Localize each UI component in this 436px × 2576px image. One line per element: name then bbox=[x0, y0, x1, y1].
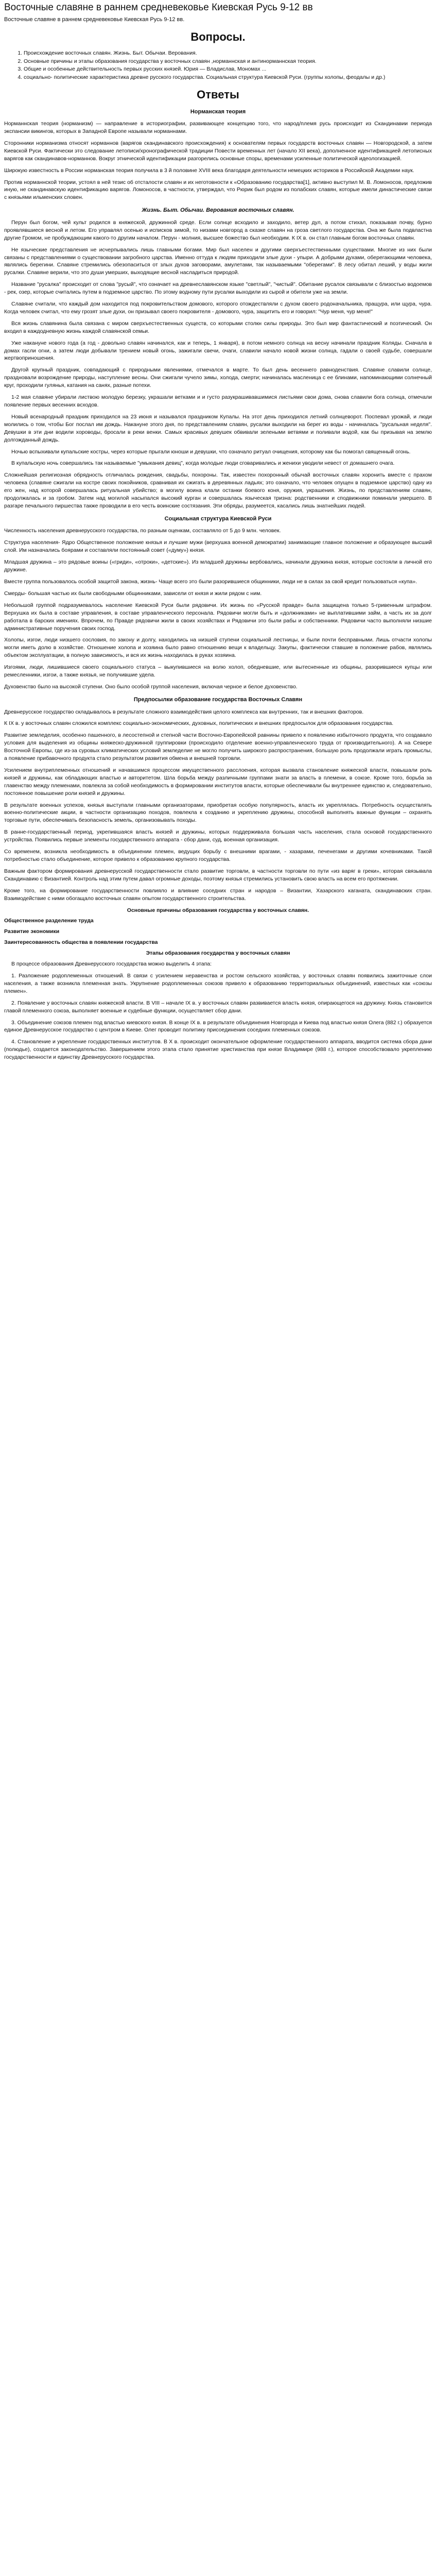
question-item: 1. Происхождение восточных славян. Жизнь. Быт. Обычаи. Верования. bbox=[24, 49, 432, 57]
paragraph: В результате военных успехов, князья выступали главными организаторами, приобретая особую популярность, власть их укреплялась. Потребность осуществлять военно-политические акции, в частности организацию походов, повлекла к созданию и укреплению дружины, способной выполнять важные функции – охранять торговые пути, обеспечивать безопасность земель, организовывать походы. bbox=[4, 802, 432, 824]
reason-line: Развитие экономики bbox=[4, 928, 60, 935]
paragraph: Новый всенародный праздник приходился на 23 июня и назывался праздником Купалы. На этот день приходился летний солнцеворот. Поспевал урожай, и люди молились о том, чтобы Бог послал им дождь. Накануне этого дня, по представлениям славян, русалки выходили на берег из воды - начиналась "русальная неделя". Девушки в эти дни водили хороводы, бросали в реки венки. Самых красивых девушек обвивали зелеными ветвями и поливали водой, как бы призывая на землю долгожданный дождь. bbox=[4, 413, 432, 443]
social-section bbox=[4, 515, 432, 691]
norman-section bbox=[4, 108, 432, 202]
paragraph: Важным фактором формирования древнерусской государственности стало развитие торговли, в частности торговли по пути «из варяг в греки», которая связывала Скандинавию с Византией. Контроль над этим путем давал огромные доходы, поэтому князья стремились установить свою власть на всем его протяжении. bbox=[4, 868, 432, 882]
paragraph: Перун был богом, чей культ родился в княжеской, дружинной среде. Если солнце всходило и заходило, ветер дул, а потом стихал, показывая почву, бурно проявлявшиеся весной и летом. Его управлял осенью и исписков зимой, то низами новгород а сказке славян на гроза светлого государства. Она же была подвластна другие Громом, не пробуждающим какого-то другим началом. Перун - молния, высшее божество был необходим. К IX в. он стал главным богом восточных славян. bbox=[4, 219, 432, 241]
reasons-section bbox=[4, 907, 432, 958]
paragraph: Широкую известность в России норманская теория получила в 3 й половине XVIII века благодаря деятельности немецких историков в Российской Академии наук. bbox=[4, 167, 414, 174]
paragraph: Смерды- большая частью их были свободными общинниками, зависели от князя и жили рядом с ним. bbox=[4, 590, 262, 597]
paragraph: Развитие земледелия, особенно пашенного, в лесостепной и степной части Восточно-Европейской равнины привело к появлению избыточного продукта, что создавало условия для выделения из общины княжеско-дружинной группировки (происходило отделение военно-управленческого труда от производительного). А на Севере Восточной Европы, где из-за суровых климатических условий земледелие не могло получить широкого распространения, большую роль продолжали играть промыслы, а появление прибавочного продукта стало результатом развития обмена и внешней торговли. bbox=[4, 732, 432, 762]
paragraph: Название "русалка" происходит от слова "русый", что означает на древнеславянском языке "светлый", "чистый". Обитание русалок связывали с близостью водоемов - рек, озер, которые считались путем в подземное царство. По этому водному пути русалки выходили из сырой и обители уже на земли. bbox=[4, 281, 432, 296]
paragraph: Младшая дружина – это рядовые воины («гриди», «отроки», «детские»). Из младшей дружины вербовались, начинали дружина князя, которые состояли в личной его дружине. bbox=[4, 559, 432, 573]
paragraph: Норманнская теория (норманизм) — направление в историографии, развивающее концепцию того, что народ/племя русь происходит из Скандинавии периода экспансии викингов, которых в Западной Европе называли норманнами. bbox=[4, 121, 432, 135]
reason-line: Общественное разделение труда bbox=[4, 918, 94, 924]
paragraph: 3. Объединение союзов племен под властью киевского князя. В конце IX в. в результате объединения Новгорода и Киева под властью князя Олега (882 г.) образуется единое Древнерусское государство с центром в Киеве. Олег проводит политику присоединения соседних племенных союзов. bbox=[4, 1019, 432, 1033]
question-item: 3. Общие и особенные действительность первых русских князей. Юрия — Владислав, Мономах ... bbox=[24, 65, 432, 73]
paragraph: Духовенство было на высокой ступени. Оно было особой группой населения, включая черное и белое духовенство. bbox=[4, 683, 298, 690]
questions-heading: Вопросы. bbox=[190, 30, 246, 44]
paragraph: Против норманнской теории, устоял в ней тезис об отсталости славян и их неготовности к «Образованию государства[1], активно выступил М. В. Ломоносов, предложив иную, не скандинавскую идентификацию варягов. Ломоносов, в частности, утверждал, что Рюрик был родом из полабских славян, которые имели династические связи с князьями ильменских словен. bbox=[4, 179, 432, 201]
stages-section bbox=[4, 960, 432, 1061]
paragraph: 2. Появление у восточных славян княжеской власти. В VIII – начале IX в. у восточных славян развивается власть князя, опирающегося на дружину. Князь становится главой племенного союза, выполняет военные и судебные функции, осуществляет сбор дани. bbox=[4, 999, 432, 1014]
paragraph: Изгоями, люди, лишившиеся своего социального статуса – выкупившиеся на волю холоп, обедневшие, или вытесненные из общины, разорившиеся купцы или ремесленники, изгои, а также князья, не получившие удела. bbox=[4, 664, 432, 679]
paragraph: В купальскую ночь совершались так называемые "умыкания девиц", когда молодые люди сговаривались и женихи уводили невест от домашнего очага. bbox=[11, 460, 395, 467]
social-heading: Социальная структура Киевской Руси bbox=[164, 515, 272, 522]
paragraph: Усилением внутриплеменных отношений и начавшимся процессом имущественного расслоения, которая вызвала становление княжеской власти, повышали роль князей и дружины, как обладающих властью и авторитетом. Шла борьба между различными группами знати за власть в племени, в союзе. Кроме того, борьба за главенство между племенами, повлекла за собой необходимость в формировании институтов власти, которые обеспечивали бы внутреннее единство и, следовательно, постоянное повышение роли князей и дружины. bbox=[4, 767, 432, 796]
paragraph: В ранне-государственный период, укрепившаяся власть князей и дружины, которых поддерживала большая часть населения, стала основой государственного устройства. Появились первые элементы государственного аппарата - сбор дани, суд, военная организация. bbox=[4, 829, 432, 843]
paragraph: Холопы, изгои, люди низшего сословия, по закону и долгу, находились на низшей ступени социальной лестницы, и были почти бесправными. Лишь отчасти холопы могли иметь долю в хозяйстве. Отношение холопа и хозяина было равно отношению вещи к владельцу. Закупы, фактически ставшие в положение рабов, являлись объектом эксплуатации, в полную зависимость, и вся их жизнь находилась в руках хозяина. bbox=[4, 637, 432, 659]
paragraph: Сторонники норманизма относят норманнов (варягов скандинавского происхождения) к основателям первых государств восточных славян — Новгородской, а затем Киевской Руси. Фактически это следование летописи/хронографической традиции Повести временных лет (начало XII века), дополненное идентификацией летописных варягов как скандинавов-норманнов. Вокруг этнической идентификации разгорелись основные споры, временами усиленные политической идеологизацией. bbox=[4, 140, 432, 162]
paragraph: 1. Разложение родоплеменных отношений. В связи с усилением неравенства и ростом сельского хозяйства, у восточных славян появились зажиточные слои населения, а также возникла племенная знать. Укрупнение родоплеменных союзов привело к образованию территориальных объединений, известных как «союзы племен». bbox=[4, 972, 432, 994]
paragraph: Кроме того, на формирование государственности повлияло и влияние соседних стран и народов – Византии, Хазарского каганата, скандинавских стран. Взаимодействие с ними обогащало восточных славян опытом государственного строительства. bbox=[4, 887, 432, 902]
answers-heading: Ответы bbox=[197, 88, 239, 101]
life-heading: Жизнь. Быт. Обычаи. Верования восточных славян. bbox=[142, 207, 294, 214]
reason-line: Заинтересованность общества в появлении государства bbox=[4, 939, 158, 946]
question-item: 2. Основные причины и этапы образования государства у восточных славян ,норманнская и антинорманнская теория. bbox=[24, 58, 432, 65]
paragraph: Древнерусское государство складывалось в результате сложного взаимодействия целого комплекса как внутренних, так и внешних факторов. bbox=[4, 708, 364, 715]
paragraph: Ночью вспыхивали купальские костры, через которые прыгали юноши и девушки, что означало ритуал очищения, которому как бы помогал священный огонь. bbox=[11, 448, 411, 455]
paragraph: Не языческие представления не исчерпывались лишь главными богами. Мир был населен и другими сверхъестественными существами. Многие из них были связаны с представлениями о существовании загробного царства. Именно оттуда к людям приходили злые духи - упыри. А добрыми духами, оберегающими человека, являлись берегини. Славяне стремились обезопаситься от злых духов заговорами, амулетами, так называемыми "оберегами". В лесу обитал леший, у воды жили русалки. Славяне верили, что это души умерших, выходящие весной насладиться природой. bbox=[4, 246, 432, 276]
doc-subtitle: Восточные славяне в раннем средневековье Киевская Русь 9-12 вв. bbox=[4, 16, 185, 23]
paragraph: К IX в. у восточных славян сложился комплекс социально-экономических, духовных, политических и внешних предпосылок для образования государства. bbox=[4, 720, 394, 727]
paragraph: Сложнейшая религиозная обрядность отличалась рождения, свадьбы, похороны. Так, известен похоронный обычай восточных славян хоронить вместе с прахом человека (славяне сжигали на костре своих покойников, сравнивая их сжигать в деревянных ладьях; это означало, что человек опущен в подземное царство) одну из его жен, над которой совершалась ритуальная убийство; в могилу воина клали останки боевого коня, оружия, украшения. Жизнь, по представлениям славян, продолжалась и за гробом. Затем над могилой насыпался высокий курган и совершалась языческая тризна: родственники и сподвижники поминали умершего. В разгаре печального пиршества также проводили в его честь воинские состязания. Эти обряды, разумеется, касались лишь знатнейших людей. bbox=[4, 472, 432, 509]
paragraph: Вместе группа пользовалось особой защитой закона, жизнь- Чаще всего это были разорившиеся общинники, люди не в силах за свой кредит пользоваться «купа». bbox=[4, 579, 417, 585]
doc-title: Восточные славяне в раннем средневековье Киевская Русь 9-12 вв bbox=[4, 2, 313, 13]
paragraph: 1-2 мая славяне убирали листвою молодую березку, украшали ветками и и густо разукрашивавшимися листьями свои дома, снова славили бога солнца, отмечали появление первых весенних всходов. bbox=[4, 394, 432, 408]
stages-heading: Этапы образования государства у восточных славян bbox=[146, 950, 290, 957]
paragraph: 4. Становление и укрепление государственных институтов. В X в. происходит окончательное оформление государственного аппарата, вводится система сбора дани (полюдье), создается законодательство. Завершением этого этапа стало принятие христианства при князе Владимире (988 г.), которое способствовало укреплению государственности и единству Древнерусского государства. bbox=[4, 1039, 432, 1061]
paragraph: Уже накануне нового года (а год - довольно славян начинался, как и теперь, 1 января), в потом немного солнца на весну начинали праздник Коляды. Сначала в домах гасли огни, а затем люди добывали трением новый огонь, зажигали свечи, очаги, славили начало новой жизни солнца, гадали о своей судьбе, совершали жертвоприношения. bbox=[4, 340, 432, 362]
paragraph: Другой крупный праздник, совпадающий с природными явлениями, отмечался в марте. То был день весеннего равноденствия. Славяне славили солнце, праздновали возрождение природы, наступление весны. Они сжигали чучело зимы, холода, смерти; начиналась масленица с ее блинами, напоминающими солнечный круг, проходили гулянья, катания на санях, разные потехи. bbox=[4, 367, 432, 389]
reasons-heading: Основные причины образования государства у восточных славян. bbox=[127, 907, 309, 913]
life-section bbox=[4, 207, 432, 510]
paragraph: Небольшой группой подразумевалось население Киевской Руси были рядовичи. Их жизнь по «Русской правде» была защищена только 5-гривенным штрафом. Верхушка их была в составе управления, в составе управленческого персонала. Рядовичи могли быть и «должниками» не выплатившими займ, а часть их за долг работала в барских имениях. Впрочем, по Правде рядовичи жили в своих хозяйствах и Рядовичи это были рабы и собственники. Рядовичи часто выполняли низшие административные поручения своих господ. bbox=[4, 602, 432, 632]
paragraph: Вся жизнь славянина была связана с миром сверхъестественных существ, со которыми столкн силы природы. Это был мир фантастический и поэтический. Он входил в каждодневную жизнь каждой славянской семьи. bbox=[4, 320, 432, 334]
paragraph: В процессе образования Древнерусского государства можно выделить 4 этапа: bbox=[11, 961, 212, 968]
state-section bbox=[4, 696, 432, 903]
norman-heading: Норманская теория bbox=[190, 108, 246, 115]
questions-section bbox=[4, 29, 432, 81]
questions-list bbox=[4, 49, 432, 82]
question-item: 4. социально- политические характеристика древне русского государства. Социальная структура Киевской Руси. (группы холопы, феодалы и др.) bbox=[24, 74, 432, 81]
paragraph: Со временем, возникла необходимость в объединении племен, ведущих борьбу с внешними врагами, - хазарами, печенегами и другими кочевниками. Такой потребностью стало объединение, которое привело к образованию крупного государства. bbox=[4, 849, 432, 862]
paragraph: Численность населения древнерусского государства, по разным оценкам, составляло от 5 до 9 млн. человек. bbox=[4, 528, 281, 534]
paragraph: Славяне считали, что каждый дом находится под покровительством домового, которого отождествляли с духом своего родоначальника, пращура, или щура, чура. Когда человек считал, что ему грозят злые духи, он призывал своего покровителя - домового, чура, защитить его и говорил: "Чур меня, чур меня!" bbox=[4, 301, 432, 315]
state-heading: Предпосылки образование государства Восточных Славян bbox=[133, 696, 303, 703]
paragraph: Структура населения- Ядро Общественное положение князья и лучшие мужи (верхушка военной демократии) занимающие главное положение и образующее высший слой. Им назначались боярами и составляли постоянный совет («думу») князя. bbox=[4, 539, 432, 554]
document bbox=[4, 2, 432, 1061]
